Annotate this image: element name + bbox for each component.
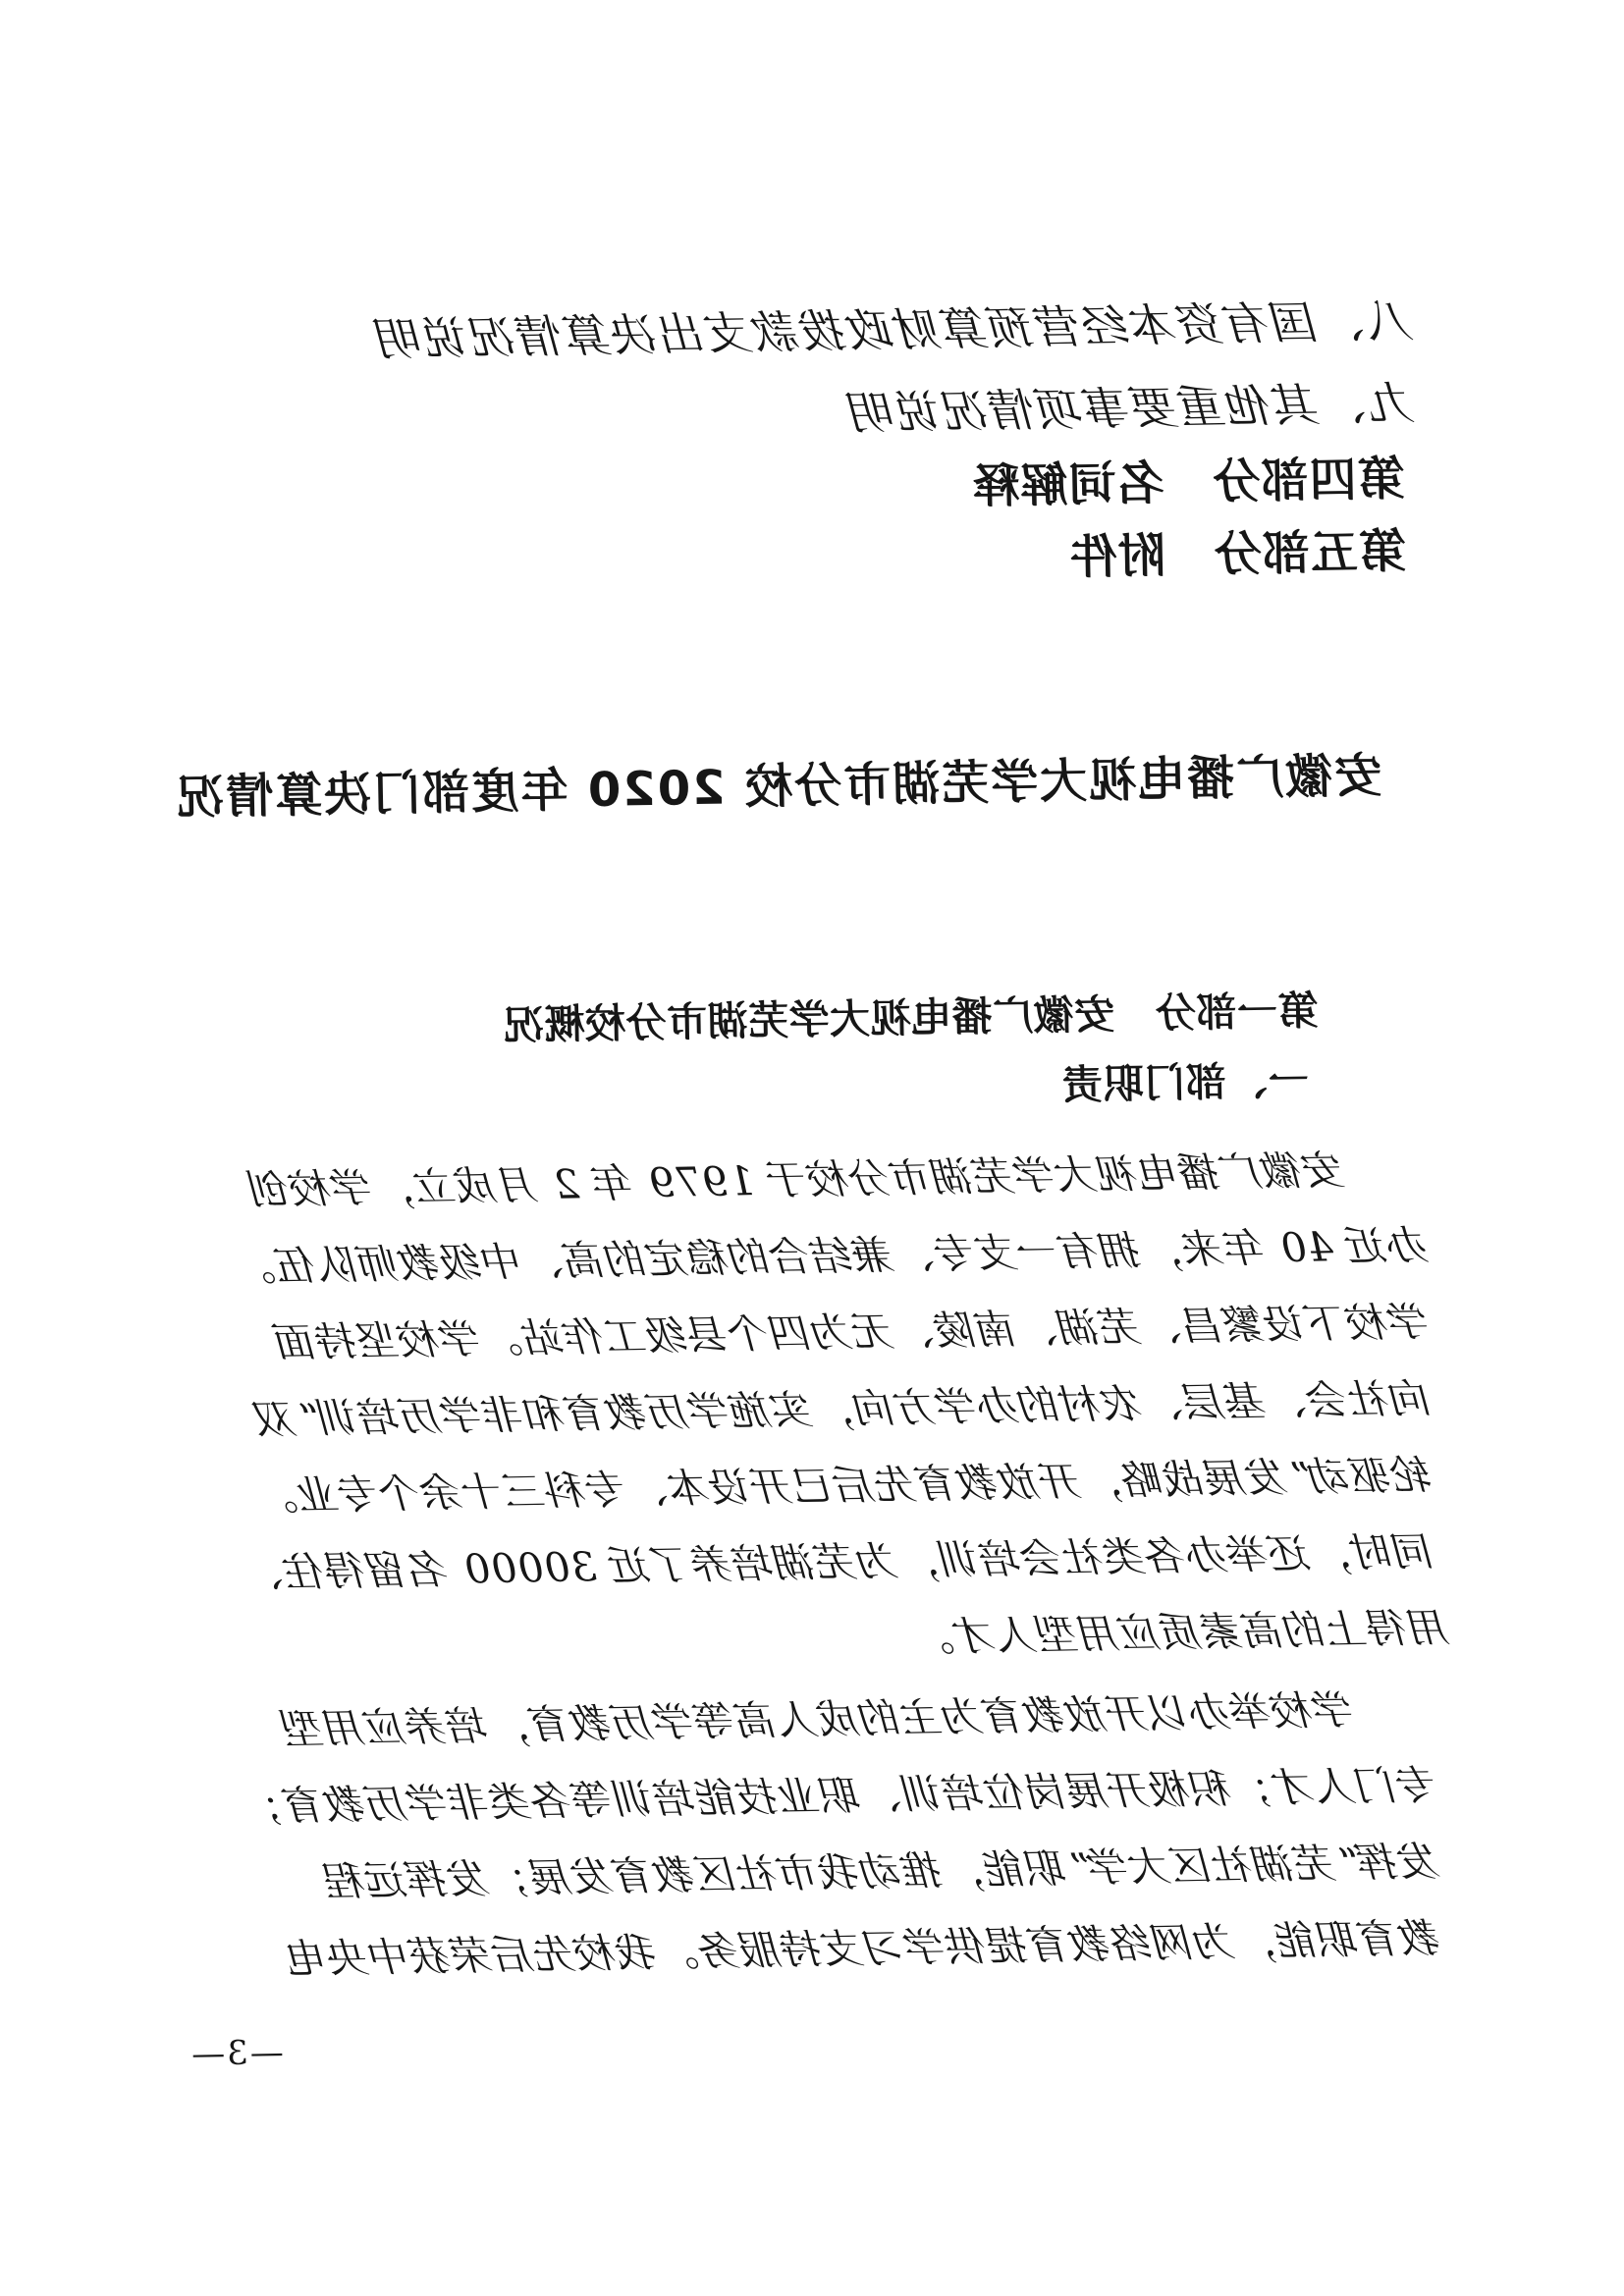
paragraph1-line: 同时，还举办各类社会培训，为芜湖培养了近 30000 名留得住、	[243, 1527, 1436, 1597]
paragraph1-line: 安徽广播电视大学芜湖市分校于 1979 年 2 月成立，学校创	[249, 1147, 1346, 1214]
toc-part4-heading: 第四部分 名词解释	[971, 451, 1406, 514]
toc-item-9: 九、其他重要事项情况说明	[848, 376, 1416, 441]
page-number: —3—	[189, 2033, 285, 2074]
paragraph1-line: 向社会、基层、农村的办学方向，实施学历教育和非学历培训“双	[255, 1374, 1434, 1444]
paragraph1-line: 学校下设繁昌、芜湖、南陵、无为四个县级工作站。学校坚持面	[276, 1298, 1432, 1367]
document-title: 安徽广播电视大学芜湖市分校 2020 年度部门决算情况	[174, 748, 1382, 826]
paragraph2-line: 专门人才；积极开展岗位培训、职业技能培训等各类非学历教育；	[243, 1761, 1440, 1831]
section1-heading: 第一部分 安徽广播电视大学芜湖市分校概况	[503, 987, 1319, 1049]
paragraph2-line: 发挥“芜湖社区大学”职能，推动我市社区教育发展；发挥远程	[325, 1838, 1441, 1906]
section1-subheading: 一、部门职责	[1060, 1056, 1310, 1109]
paragraph1-line: 轮驱动”发展战略，开放教育先后已开设本、专科三十余个专业。	[257, 1451, 1435, 1521]
paragraph2-line: 教育职能，为网络教育提供学习支持服务。我校先后荣获中央电	[287, 1914, 1443, 1983]
paragraph1-line: 用得上的高素质应用型人才。	[913, 1604, 1451, 1662]
toc-item-8: 八、国有资本经营预算财政拨款支出决算情况说明	[376, 294, 1415, 366]
paragraph1-line: 办近 40 年来，拥有一支专、兼结合的稳定的高、中级教师队伍。	[235, 1221, 1431, 1291]
paragraph2-line: 学校举办以开放教育为主的成人高等学历教育，培养应用型	[283, 1685, 1357, 1753]
toc-part5-heading: 第五部分 附件	[1068, 523, 1407, 586]
